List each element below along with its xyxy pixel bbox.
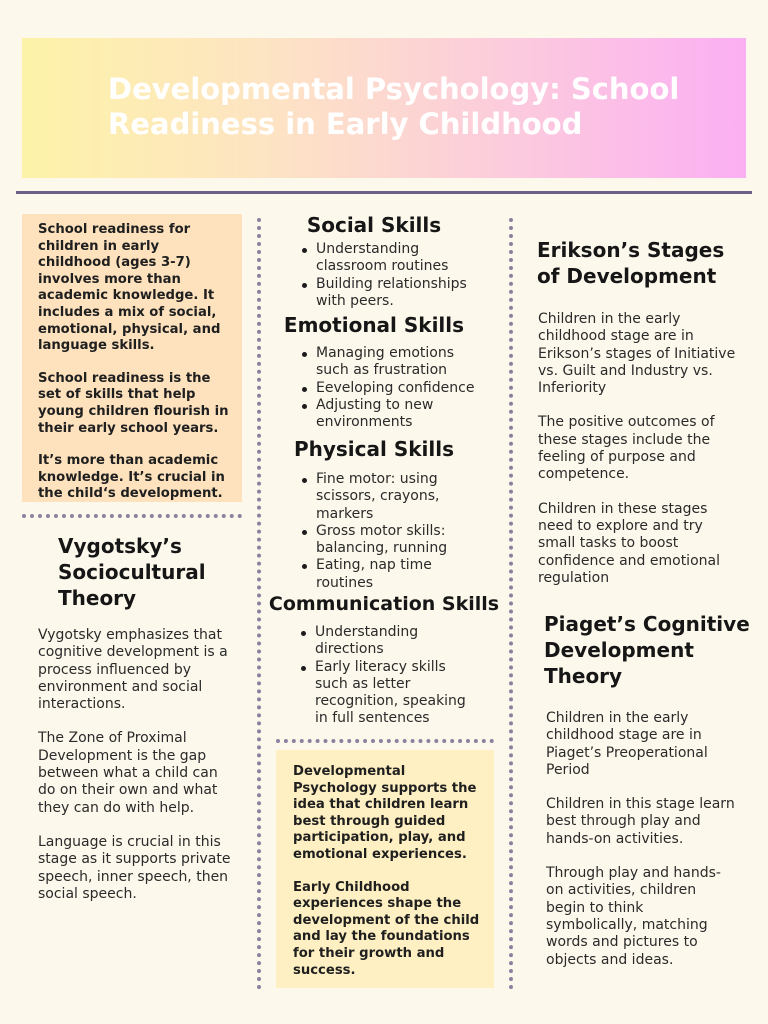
communication-skills-heading: Communication Skills [268, 593, 500, 615]
emotional-skills-list [300, 345, 490, 431]
summary-paragraph: Developmental Psychology supports the idea that children learn best through guided participation, play, and emotional experiences. [293, 764, 477, 862]
intro-box [22, 214, 242, 502]
column-divider-left [257, 218, 261, 990]
vygotsky-heading: Vygotsky’s Sociocultural Theory [58, 534, 206, 610]
erikson-paragraph: The positive outcomes of these stages include the feeling of purpose and competence. [538, 414, 715, 483]
list-item: Early literacy skills such as letter recognition, speaking in full sentences [299, 659, 479, 728]
physical-skills-heading: Physical Skills [293, 437, 455, 461]
vygotsky-paragraph: Vygotsky emphasizes that cognitive development is a process influenced by environment and social interactions. [38, 627, 228, 713]
piaget-paragraph: Through play and hands-on activities, children begin to think symbolically, matching words and pictures to objects and ideas. [546, 865, 721, 968]
social-skills-heading: Social Skills [306, 213, 442, 237]
title-banner [22, 38, 746, 178]
communication-skills-list [299, 624, 479, 728]
list-item: Eeveloping confidence [300, 380, 490, 397]
piaget-paragraph: Children in the early childhood stage are in Piaget’s Preoperational Period [546, 710, 708, 778]
list-item: Building relationships with peers. [300, 276, 480, 311]
vygotsky-paragraph: The Zone of Proximal Development is the gap between what a child can do on their own and what they can do with help. [38, 730, 218, 816]
erikson-paragraph: Children in the early childhood stage are in Erikson’s stages of Initiative vs. Guilt and Industry vs. Inferiority [538, 311, 736, 397]
physical-skills-list [300, 471, 480, 592]
section-divider-middle [276, 739, 494, 743]
list-item: Eating, nap time routines [300, 557, 480, 592]
intro-paragraph: It’s more than academic knowledge. It’s crucial in the child‘s development. [38, 453, 225, 502]
piaget-heading: Piaget’s Cognitive Development Theory [544, 612, 750, 688]
list-item: Understanding classroom routines [300, 241, 480, 276]
list-item: Fine motor: using scissors, crayons, markers [300, 471, 480, 523]
summary-box [276, 750, 494, 988]
list-item: Adjusting to new environments [300, 397, 490, 432]
social-skills-list [300, 241, 480, 310]
erikson-heading: Erikson’s Stages of Development [537, 238, 725, 288]
intro-paragraph: School readiness is the set of skills that help young children flourish in their early school years. [38, 370, 229, 436]
list-item: Managing emotions such as frustration [300, 345, 490, 380]
list-item: Understanding directions [299, 624, 479, 659]
piaget-text [546, 710, 736, 969]
emotional-skills-heading: Emotional Skills [283, 313, 465, 337]
list-item: Gross motor skills: balancing, running [300, 523, 480, 558]
page-title: Developmental Psychology: School Readiness in Early Childhood [108, 72, 680, 141]
section-divider-left [22, 514, 242, 518]
piaget-paragraph: Children in this stage learn best through play and hands-on activities. [546, 796, 735, 847]
intro-paragraph: School readiness for children in early childhood (ages 3-7) involves more than academic knowledge. It includes a mix of social, emotional, physical, and language skills. [38, 222, 221, 354]
header-divider [16, 191, 752, 194]
vygotsky-paragraph: Language is crucial in this stage as it supports private speech, inner speech, then social speech. [38, 833, 231, 902]
column-divider-right [509, 218, 513, 990]
erikson-text [538, 311, 742, 587]
summary-paragraph: Early Childhood experiences shape the development of the child and lay the foundations for their growth and success. [293, 879, 480, 978]
erikson-paragraph: Children in these stages need to explore and try small tasks to boost confidence and emotional regulation [538, 500, 720, 586]
vygotsky-text [38, 627, 238, 903]
